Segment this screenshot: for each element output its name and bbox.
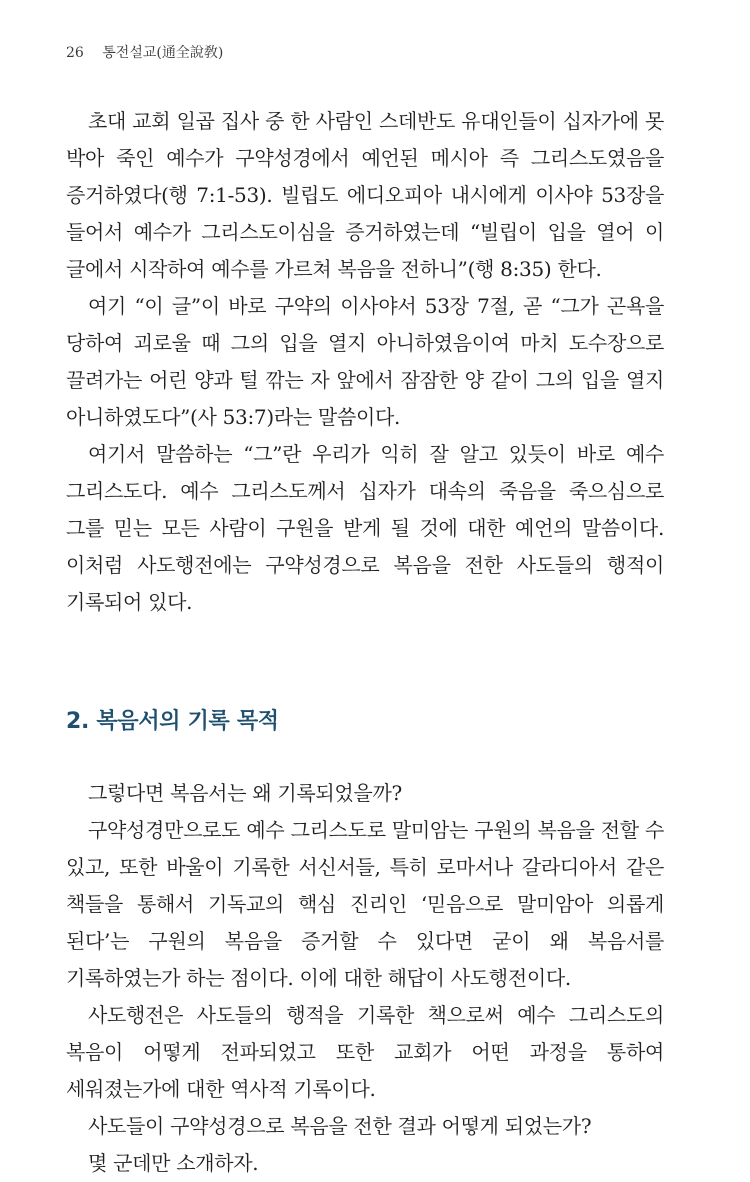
paragraph: 사도들이 구약성경으로 복음을 전한 결과 어떻게 되었는가? — [88, 1114, 592, 1138]
paragraph: 초대 교회 일곱 집사 중 한 사람인 스데반도 유대인들이 십자가에 못 박아 죽인 예수가 구약성경에서 예언된 메시아 즉 그리스도였음을 증거하였다(행 7:1-53). 빌립도 에디오피아 내시에게 이사야 53장을 들어서 예수가 그리스도이심을 증거하였는데 “빌립이 입을 열어 이 글에서 시작하여 예수를 가르쳐 복음을 전하니”(행 8:35) 한다. — [66, 109, 664, 281]
paragraph: 여기 “이 글”이 바로 구약의 이사야서 53장 7절, 곧 “그가 곤욕을 당하여 괴로울 때 그의 입을 열지 아니하였음이여 마치 도수장으로 끌려가는 어린 양과 털 깎는 자 앞에서 잠잠한 양 같이 그의 입을 열지 아니하였도다”(사 53:7)라는 말씀이다. — [66, 294, 664, 429]
paragraph: 여기서 말씀하는 “그”란 우리가 익히 잘 알고 있듯이 바로 예수 그리스도다. 예수 그리스도께서 십자가 대속의 죽음을 죽으심으로 그를 믿는 모든 사람이 구원을 받게 될 것에 대한 예언의 말씀이다. 이처럼 사도행전에는 구약성경으로 복음을 전한 사도들의 행적이 기록되어 있다. — [66, 442, 664, 614]
paragraph: 사도행전은 사도들의 행적을 기록한 책으로써 예수 그리스도의 복음이 어떻게 전파되었고 또한 교회가 어떤 과정을 통하여 세워졌는가에 대한 역사적 기록이다. — [66, 1003, 664, 1101]
book-title: 통전설교(通全說敎) — [102, 45, 224, 61]
paragraph: 몇 군데만 소개하자. — [88, 1151, 259, 1175]
page-body — [66, 103, 664, 1182]
paragraph: 구약성경만으로도 예수 그리스도로 말미암는 구원의 복음을 전할 수 있고, 또한 바울이 기록한 서신서들, 특히 로마서나 갈라디아서 같은 책들을 통해서 기독교의 핵심 진리인 ‘믿음으로 말미암아 의롭게 된다’는 구원의 복음을 증거할 수 있다면 굳이 왜 복음서를 기록하였는가 하는 점이다. 이에 대한 해답이 사도행전이다. — [66, 818, 664, 990]
section-heading: 2. 복음서의 기록 목적 — [66, 709, 279, 734]
running-header — [66, 42, 223, 62]
page-number: 26 — [66, 45, 84, 61]
paragraph: 그렇다면 복음서는 왜 기록되었을까? — [88, 781, 402, 805]
